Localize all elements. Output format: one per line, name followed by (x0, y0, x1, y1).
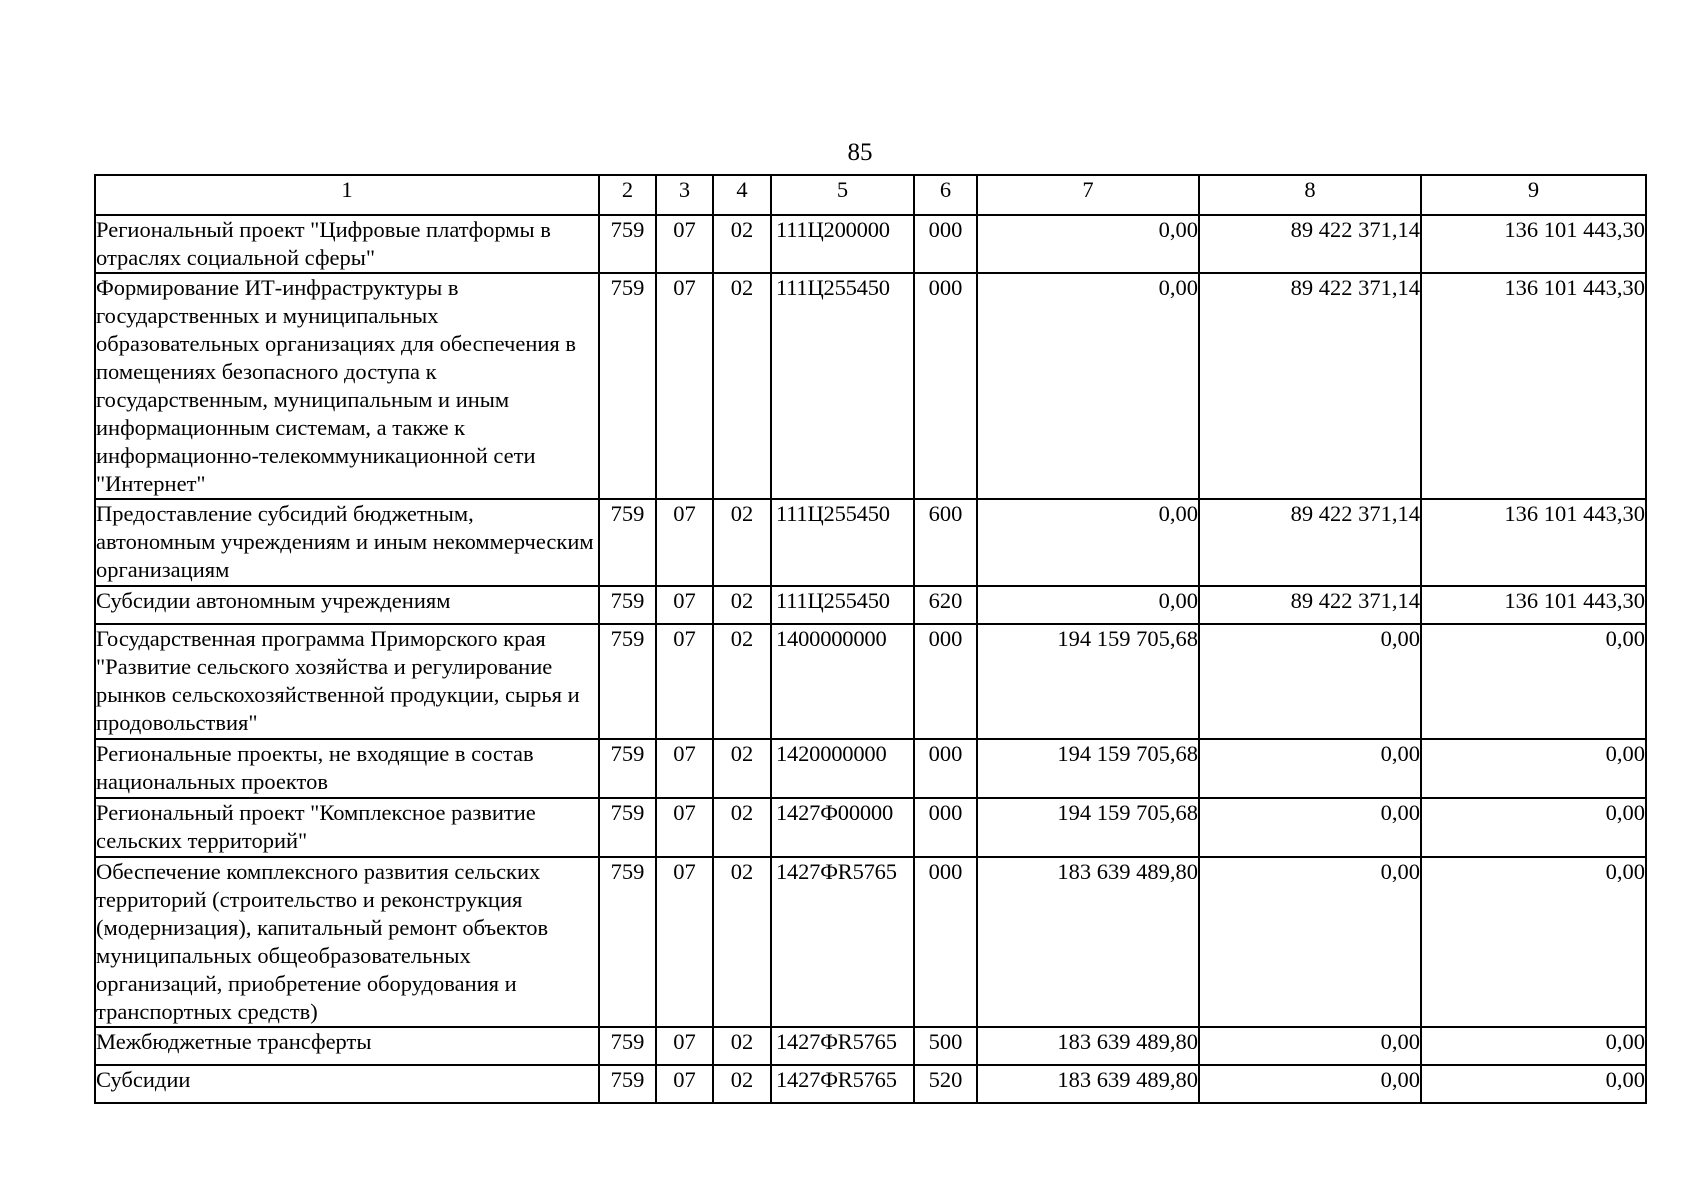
code-admin: 759 (599, 273, 656, 499)
code-expense-type: 000 (914, 273, 977, 499)
code-admin: 759 (599, 1027, 656, 1065)
page-number: 85 (847, 139, 873, 166)
code-admin: 759 (599, 215, 656, 273)
code-subsection: 02 (713, 1027, 771, 1065)
code-target-article: 111Ц255450 (771, 586, 914, 624)
sum-col-8: 0,00 (1199, 739, 1421, 798)
sum-col-9: 0,00 (1421, 739, 1646, 798)
table-row (95, 739, 1646, 798)
table-row (95, 624, 1646, 739)
sum-col-8: 89 422 371,14 (1199, 273, 1421, 499)
code-section: 07 (656, 624, 713, 739)
row-name: Формирование ИТ-инфраструктуры в государственных и муниципальных образовательных организациях для обеспечения в помещениях безопасного доступа к государственным, муниципальным и иным информационным системам, а также к информационно-телекоммуникационной сети "Интернет" (95, 273, 599, 499)
code-target-article: 1427ФR5765 (771, 1027, 914, 1065)
header-cell: 6 (914, 175, 977, 215)
row-name: Региональный проект "Комплексное развитие сельских территорий" (95, 798, 599, 857)
code-expense-type: 000 (914, 215, 977, 273)
sum-col-9: 0,00 (1421, 1027, 1646, 1065)
table-row (95, 215, 1646, 273)
code-admin: 759 (599, 624, 656, 739)
code-subsection: 02 (713, 624, 771, 739)
table-row (95, 1065, 1646, 1103)
code-target-article: 111Ц200000 (771, 215, 914, 273)
sum-col-8: 0,00 (1199, 624, 1421, 739)
row-name: Предоставление субсидий бюджетным, автономным учреждениям и иным некоммерческим организациям (95, 499, 599, 586)
code-section: 07 (656, 857, 713, 1027)
sum-col-7: 0,00 (977, 215, 1199, 273)
code-target-article: 1427ФR5765 (771, 1065, 914, 1103)
budget-table (94, 174, 1647, 1104)
sum-col-7: 194 159 705,68 (977, 624, 1199, 739)
code-expense-type: 000 (914, 798, 977, 857)
sum-col-8: 0,00 (1199, 798, 1421, 857)
header-cell: 3 (656, 175, 713, 215)
table-row (95, 1027, 1646, 1065)
code-section: 07 (656, 739, 713, 798)
code-target-article: 1420000000 (771, 739, 914, 798)
header-cell: 8 (1199, 175, 1421, 215)
sum-col-9: 136 101 443,30 (1421, 586, 1646, 624)
header-cell: 2 (599, 175, 656, 215)
sum-col-7: 194 159 705,68 (977, 798, 1199, 857)
sum-col-7: 0,00 (977, 499, 1199, 586)
code-target-article: 111Ц255450 (771, 499, 914, 586)
code-admin: 759 (599, 586, 656, 624)
code-expense-type: 600 (914, 499, 977, 586)
row-name: Региональный проект "Цифровые платформы в отраслях социальной сферы" (95, 215, 599, 273)
code-subsection: 02 (713, 215, 771, 273)
code-subsection: 02 (713, 1065, 771, 1103)
header-cell: 5 (771, 175, 914, 215)
code-section: 07 (656, 1027, 713, 1065)
code-expense-type: 520 (914, 1065, 977, 1103)
table-row (95, 798, 1646, 857)
code-admin: 759 (599, 857, 656, 1027)
code-target-article: 1427Ф00000 (771, 798, 914, 857)
sum-col-8: 89 422 371,14 (1199, 586, 1421, 624)
sum-col-8: 0,00 (1199, 1065, 1421, 1103)
sum-col-8: 0,00 (1199, 1027, 1421, 1065)
code-section: 07 (656, 1065, 713, 1103)
sum-col-9: 0,00 (1421, 798, 1646, 857)
code-section: 07 (656, 586, 713, 624)
sum-col-9: 0,00 (1421, 857, 1646, 1027)
sum-col-8: 89 422 371,14 (1199, 499, 1421, 586)
header-cell: 9 (1421, 175, 1646, 215)
header-row (95, 175, 1646, 215)
sum-col-7: 183 639 489,80 (977, 1027, 1199, 1065)
sum-col-7: 0,00 (977, 586, 1199, 624)
code-target-article: 1400000000 (771, 624, 914, 739)
code-subsection: 02 (713, 798, 771, 857)
sum-col-7: 0,00 (977, 273, 1199, 499)
row-name: Субсидии (95, 1065, 599, 1103)
sum-col-7: 183 639 489,80 (977, 857, 1199, 1027)
code-subsection: 02 (713, 586, 771, 624)
sum-col-9: 136 101 443,30 (1421, 215, 1646, 273)
row-name: Региональные проекты, не входящие в состав национальных проектов (95, 739, 599, 798)
code-expense-type: 000 (914, 857, 977, 1027)
sum-col-8: 89 422 371,14 (1199, 215, 1421, 273)
table-row (95, 273, 1646, 499)
row-name: Межбюджетные трансферты (95, 1027, 599, 1065)
sum-col-7: 194 159 705,68 (977, 739, 1199, 798)
header-cell: 4 (713, 175, 771, 215)
code-expense-type: 500 (914, 1027, 977, 1065)
code-expense-type: 620 (914, 586, 977, 624)
code-admin: 759 (599, 739, 656, 798)
sum-col-9: 0,00 (1421, 624, 1646, 739)
code-admin: 759 (599, 798, 656, 857)
table-row (95, 857, 1646, 1027)
code-target-article: 1427ФR5765 (771, 857, 914, 1027)
code-section: 07 (656, 499, 713, 586)
code-subsection: 02 (713, 273, 771, 499)
code-expense-type: 000 (914, 739, 977, 798)
code-admin: 759 (599, 1065, 656, 1103)
code-expense-type: 000 (914, 624, 977, 739)
code-subsection: 02 (713, 857, 771, 1027)
code-section: 07 (656, 273, 713, 499)
row-name: Субсидии автономным учреждениям (95, 586, 599, 624)
sum-col-9: 136 101 443,30 (1421, 499, 1646, 586)
row-name: Обеспечение комплексного развития сельских территорий (строительство и реконструкция (модернизация), капитальный ремонт объектов муниципальных общеобразовательных организаций, приобретение оборудования и транспортных средств) (95, 857, 599, 1027)
table-row (95, 586, 1646, 624)
code-section: 07 (656, 798, 713, 857)
header-cell: 1 (95, 175, 599, 215)
code-subsection: 02 (713, 739, 771, 798)
sum-col-9: 0,00 (1421, 1065, 1646, 1103)
code-target-article: 111Ц255450 (771, 273, 914, 499)
sum-col-8: 0,00 (1199, 857, 1421, 1027)
code-subsection: 02 (713, 499, 771, 586)
code-admin: 759 (599, 499, 656, 586)
header-cell: 7 (977, 175, 1199, 215)
row-name: Государственная программа Приморского края "Развитие сельского хозяйства и регулирование рынков сельскохозяйственной продукции, сырья и продовольствия" (95, 624, 599, 739)
code-section: 07 (656, 215, 713, 273)
sum-col-7: 183 639 489,80 (977, 1065, 1199, 1103)
sum-col-9: 136 101 443,30 (1421, 273, 1646, 499)
table-row (95, 499, 1646, 586)
